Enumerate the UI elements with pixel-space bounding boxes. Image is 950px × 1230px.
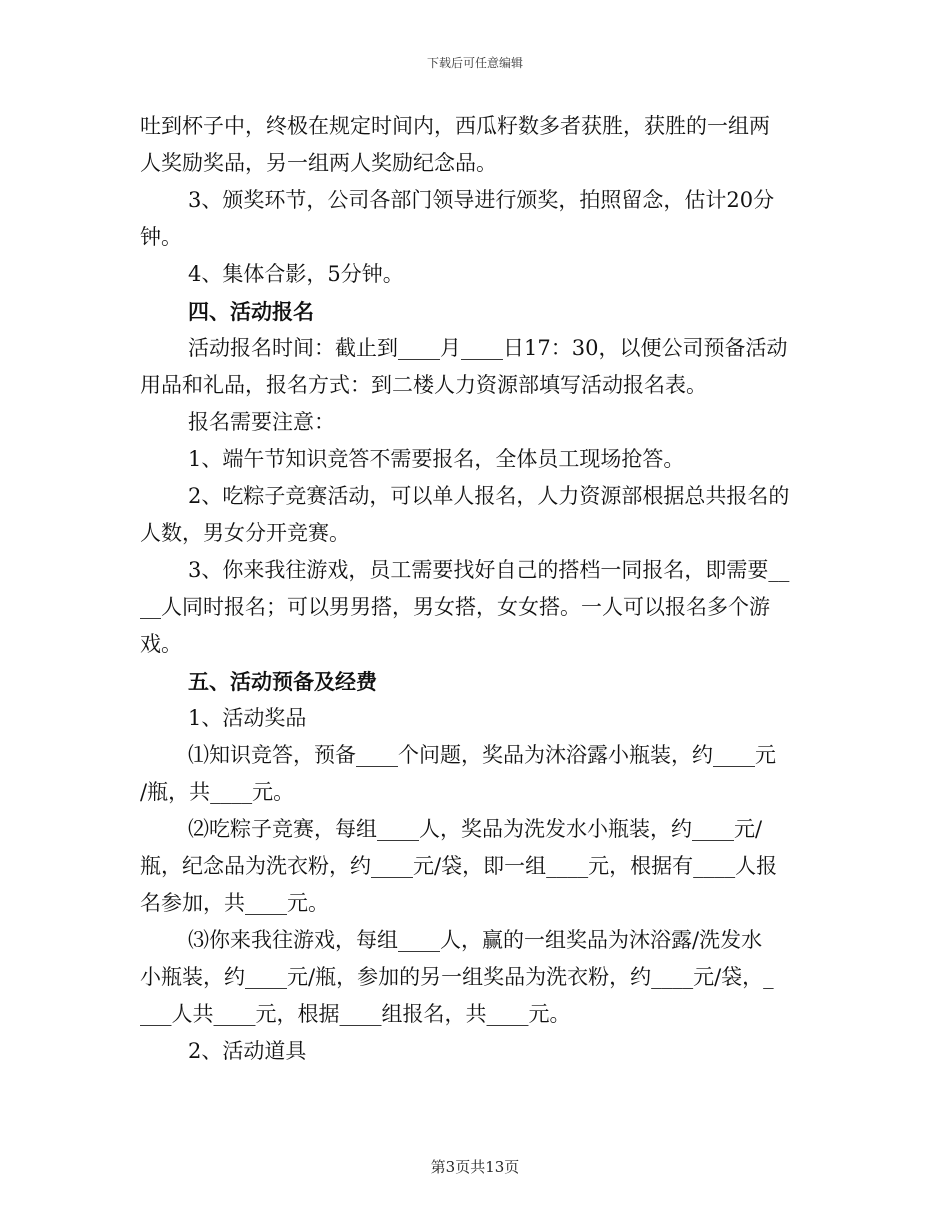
page-number: 第3页共13页 (430, 1158, 520, 1176)
paragraph-line: 3、你来我往游戏，员工需要找好自己的搭档一同报名，即需要__ (188, 558, 790, 582)
document-body (140, 108, 820, 1070)
paragraph-line: 人奖励奖品，另一组两人奖励纪念品。 (140, 151, 497, 175)
paragraph-line: 2、活动道具 (188, 1039, 307, 1063)
paragraph-line: 小瓶装，约____元/瓶，参加的另一组奖品为洗衣粉，约____元/袋，_ (140, 965, 774, 989)
paragraph-line: 瓶，纪念品为洗衣粉，约____元/袋，即一组____元，根据有____人报 (140, 854, 778, 878)
paragraph-line: 用品和礼品，报名方式：到二楼人力资源部填写活动报名表。 (140, 373, 707, 397)
paragraph-line: 1、活动奖品 (188, 706, 307, 730)
paragraph-line: ⑶你来我往游戏，每组____人，赢的一组奖品为沐浴露/洗发水 (188, 928, 763, 952)
section-heading: 四、活动报名 (188, 299, 314, 324)
paragraph-line: 4、集体合影，5分钟。 (188, 262, 404, 286)
paragraph-line: ___人共____元，根据____组报名，共____元。 (140, 1002, 571, 1026)
paragraph-line: 吐到杯子中，终极在规定时间内，西瓜籽数多者获胜，获胜的一组两 (140, 114, 770, 138)
paragraph-line: 钟。 (140, 225, 182, 249)
paragraph-line: 名参加，共____元。 (140, 891, 329, 915)
paragraph-line: 人数，男女分开竞赛。 (140, 521, 350, 545)
paragraph-line: 报名需要注意： (188, 410, 335, 434)
paragraph-line: 2、吃粽子竞赛活动，可以单人报名，人力资源部根据总共报名的 (188, 484, 790, 508)
paragraph-line: 3、颁奖环节，公司各部门领导进行颁奖，拍照留念，估计20分 (188, 188, 775, 212)
paragraph-line: ⑴知识竞答，预备____个问题，奖品为沐浴露小瓶装，约____元 (188, 743, 776, 767)
header-note: 下载后可任意编辑 (426, 56, 523, 70)
paragraph-line: 1、端午节知识竞答不需要报名，全体员工现场抢答。 (188, 447, 685, 471)
paragraph-line: 戏。 (140, 632, 182, 656)
paragraph-line: 活动报名时间：截止到____月____日17：30，以便公司预备活动 (188, 336, 788, 360)
section-heading: 五、活动预备及经费 (188, 669, 377, 694)
paragraph-line: /瓶，共____元。 (140, 780, 295, 804)
paragraph-line: ⑵吃粽子竞赛，每组____人，奖品为洗发水小瓶装，约____元/ (188, 817, 763, 841)
paragraph-line: __人同时报名；可以男男搭，男女搭，女女搭。一人可以报名多个游 (140, 595, 770, 619)
